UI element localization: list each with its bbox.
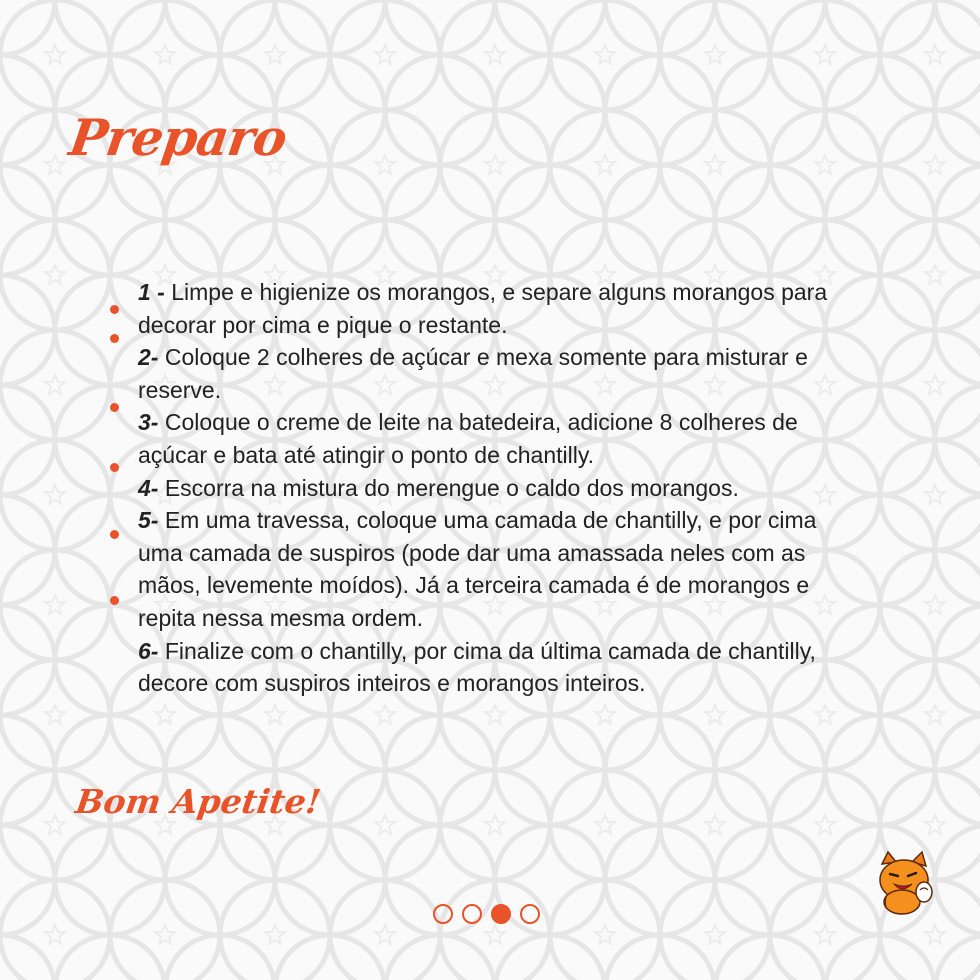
pagination-dot-4[interactable] — [520, 904, 540, 924]
pagination-dots — [433, 904, 540, 926]
step-bullet — [110, 530, 119, 539]
orange-cat-mascot-icon — [872, 850, 938, 916]
step-text: Coloque 2 colheres de açúcar e mexa somente para misturar e reserve. — [138, 344, 808, 403]
step-number: 1 - — [138, 279, 165, 305]
step-item — [138, 504, 858, 634]
pagination-dot-3-active[interactable] — [491, 904, 511, 924]
page-title: Preparo — [65, 108, 290, 167]
pagination-dot-1[interactable] — [433, 904, 453, 924]
step-item — [138, 276, 858, 341]
step-bullet — [110, 305, 119, 314]
step-number: 3- — [138, 409, 159, 436]
step-item — [138, 341, 858, 406]
step-number: 2- — [138, 344, 159, 371]
closing-text: Bom Apetite! — [73, 782, 324, 821]
step-bullet — [110, 463, 119, 472]
step-text: Finalize com o chantilly, por cima da última camada de chantilly, decore com suspiros inteiros e morangos inteiros. — [138, 637, 816, 697]
step-number: 4- — [138, 474, 159, 501]
step-bullet — [110, 334, 119, 343]
steps-list — [138, 276, 858, 700]
step-text: Limpe e higienize os morangos, e separe alguns morangos para decorar por cima e pique o restante. — [138, 279, 828, 338]
step-text: Em uma travessa, coloque uma camada de chantilly, e por cima uma camada de suspiros (pode dar uma amassada neles com as mãos, levemente moídos). Já a terceira camada é de morangos e repita nessa mesma ordem. — [138, 507, 817, 631]
step-item — [138, 406, 858, 471]
step-number: 5- — [138, 507, 159, 534]
step-text: Coloque o creme de leite na batedeira, adicione 8 colheres de açúcar e bata até atingir o ponto de chantilly. — [138, 409, 798, 468]
step-number: 6- — [138, 637, 159, 664]
step-bullet — [110, 403, 119, 412]
step-item — [138, 472, 858, 505]
step-text: Escorra na mistura do merengue o caldo dos morangos. — [158, 474, 739, 501]
step-item — [138, 635, 858, 700]
step-bullet — [110, 596, 119, 605]
pagination-dot-2[interactable] — [462, 904, 482, 924]
